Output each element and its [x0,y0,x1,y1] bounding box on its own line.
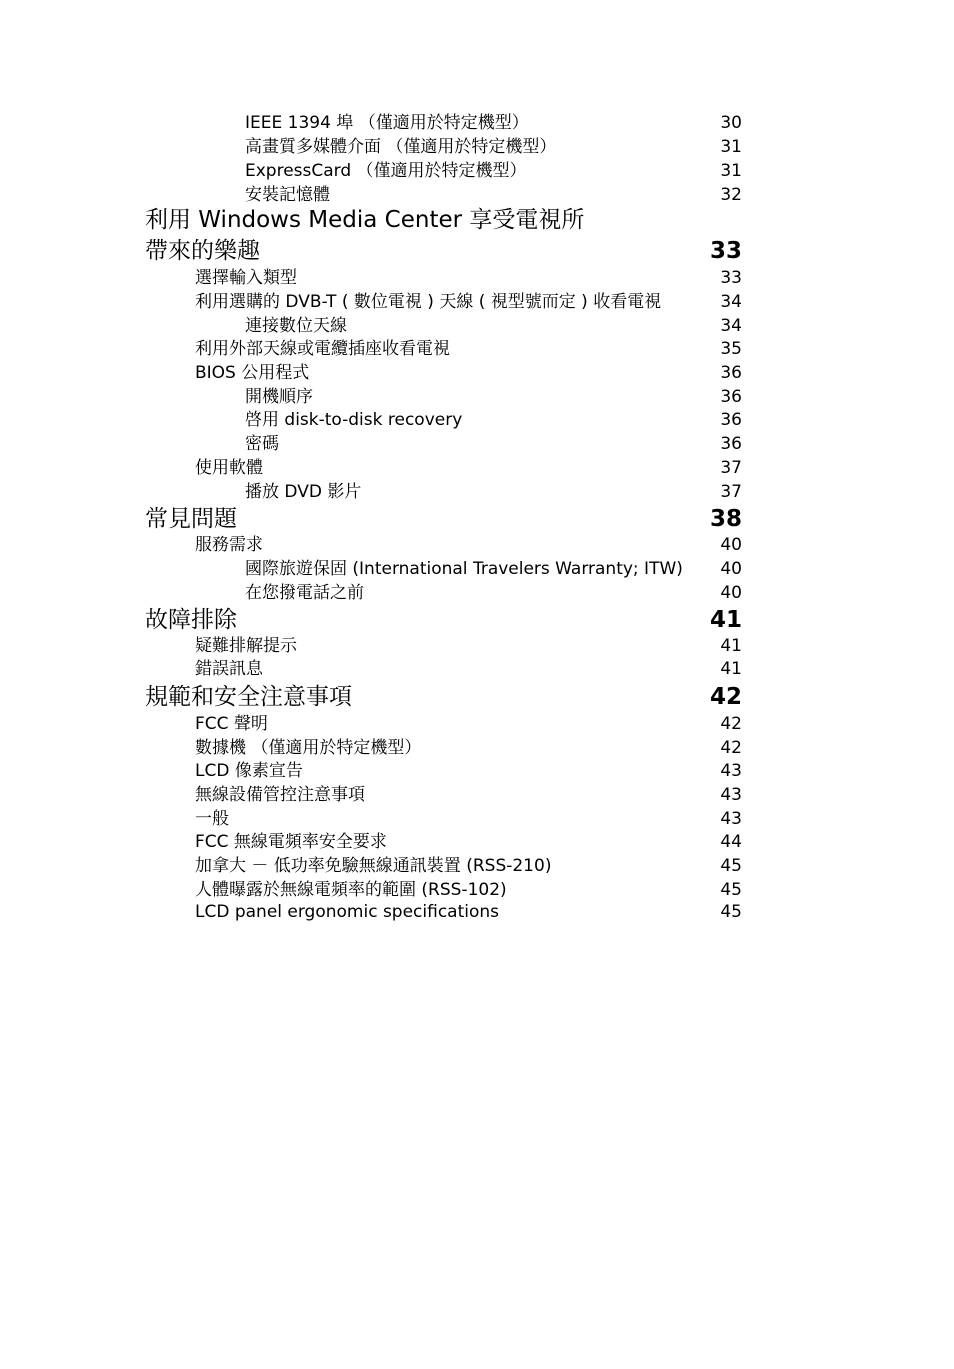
toc-entry-title: 利用 Windows Media Center 享受電視所 [145,207,585,233]
toc-page-number: 35 [720,339,742,359]
toc-page-number: 38 [709,506,742,532]
toc-entry-title: 數據機 （僅適用於特定機型） [195,738,422,758]
toc-entry-title: 選擇輸入類型 [195,268,297,288]
toc-entry-title: 帶來的樂趣 [145,238,260,264]
toc-page-number: 32 [720,185,742,205]
toc-page-number: 37 [720,458,742,478]
toc-page-number: 45 [720,880,742,900]
toc-page-number: 34 [720,292,742,312]
toc-entry-title: 利用選購的 DVB-T ( 數位電視 ) 天線 ( 視型號而定 ) 收看電視 [195,292,662,312]
toc-entry-title: 常見問題 [145,506,237,532]
toc-entry-title: 利用外部天線或電纜插座收看電視 [195,339,450,359]
toc-page-number: 36 [720,434,742,454]
toc-entry-title: 密碼 [245,434,279,454]
toc-entry-title: LCD 像素宣告 [195,761,303,781]
toc-page-number: 41 [709,607,742,633]
toc-entry-title: 在您撥電話之前 [245,583,364,603]
toc-entry-title: 連接數位天線 [245,316,347,336]
toc-page-number: 40 [720,559,742,579]
toc-page-number: 36 [720,410,742,430]
toc-page-number: 33 [709,238,742,264]
toc-entry-title: 疑難排解提示 [195,636,297,656]
toc-entry-title: 啓用 disk-to-disk recovery [245,410,463,430]
toc-page-number: 37 [720,482,742,502]
toc-entry-title: LCD panel ergonomic specifications [195,902,500,922]
toc-entry-title: BIOS 公用程式 [195,363,310,383]
toc-entry-title: 故障排除 [145,607,237,633]
toc-entry-title: 加拿大 － 低功率免驗無線通訊裝置 (RSS-210) [195,856,552,876]
toc-page-number: 42 [709,684,742,710]
toc-entry-title: 無線設備管控注意事項 [195,785,365,805]
toc-entry-title: 開機順序 [245,387,313,407]
toc-page-number: 36 [720,363,742,383]
toc-entry-title: 規範和安全注意事項 [145,684,352,710]
toc-page-number: 44 [720,832,742,852]
toc-page-number: 42 [720,714,742,734]
toc-page-number: 41 [720,659,742,679]
toc-entry-title: 人體曝露於無線電頻率的範圍 (RSS-102) [195,880,507,900]
toc-page-number: 43 [720,785,742,805]
toc-page-number: 31 [720,161,742,181]
toc-entry-title: 錯誤訊息 [195,659,263,679]
toc-page-number: 34 [720,316,742,336]
toc-page-number: 31 [720,137,742,157]
toc-page-number: 30 [720,113,742,133]
toc-page-number: 43 [720,761,742,781]
toc-page-number: 33 [720,268,742,288]
toc-entry-title: 安裝記憶體 [245,185,330,205]
toc-entry-title: 使用軟體 [195,458,263,478]
toc-entry-title: 國際旅遊保固 (International Travelers Warranty; ITW) [245,559,683,579]
toc-entry-title: 高畫質多媒體介面 （僅適用於特定機型） [245,137,557,157]
toc-page-number: 45 [720,856,742,876]
toc-page-number: 40 [720,535,742,555]
toc-entry-title: 服務需求 [195,535,263,555]
toc-entry-title: 播放 DVD 影片 [245,482,362,502]
toc-entry-title: FCC 聲明 [195,714,268,734]
toc-page-number: 41 [720,636,742,656]
toc-page-number: 40 [720,583,742,603]
toc-entry-title: 一般 [195,809,229,829]
toc-page-number: 36 [720,387,742,407]
toc-entry-title: ExpressCard （僅適用於特定機型） [245,161,527,181]
toc-page-number: 42 [720,738,742,758]
toc-page-number: 45 [720,902,742,922]
toc-entry-title: IEEE 1394 埠 （僅適用於特定機型） [245,113,529,133]
toc-entry-title: FCC 無線電頻率安全要求 [195,832,387,852]
toc-page-number: 43 [720,809,742,829]
